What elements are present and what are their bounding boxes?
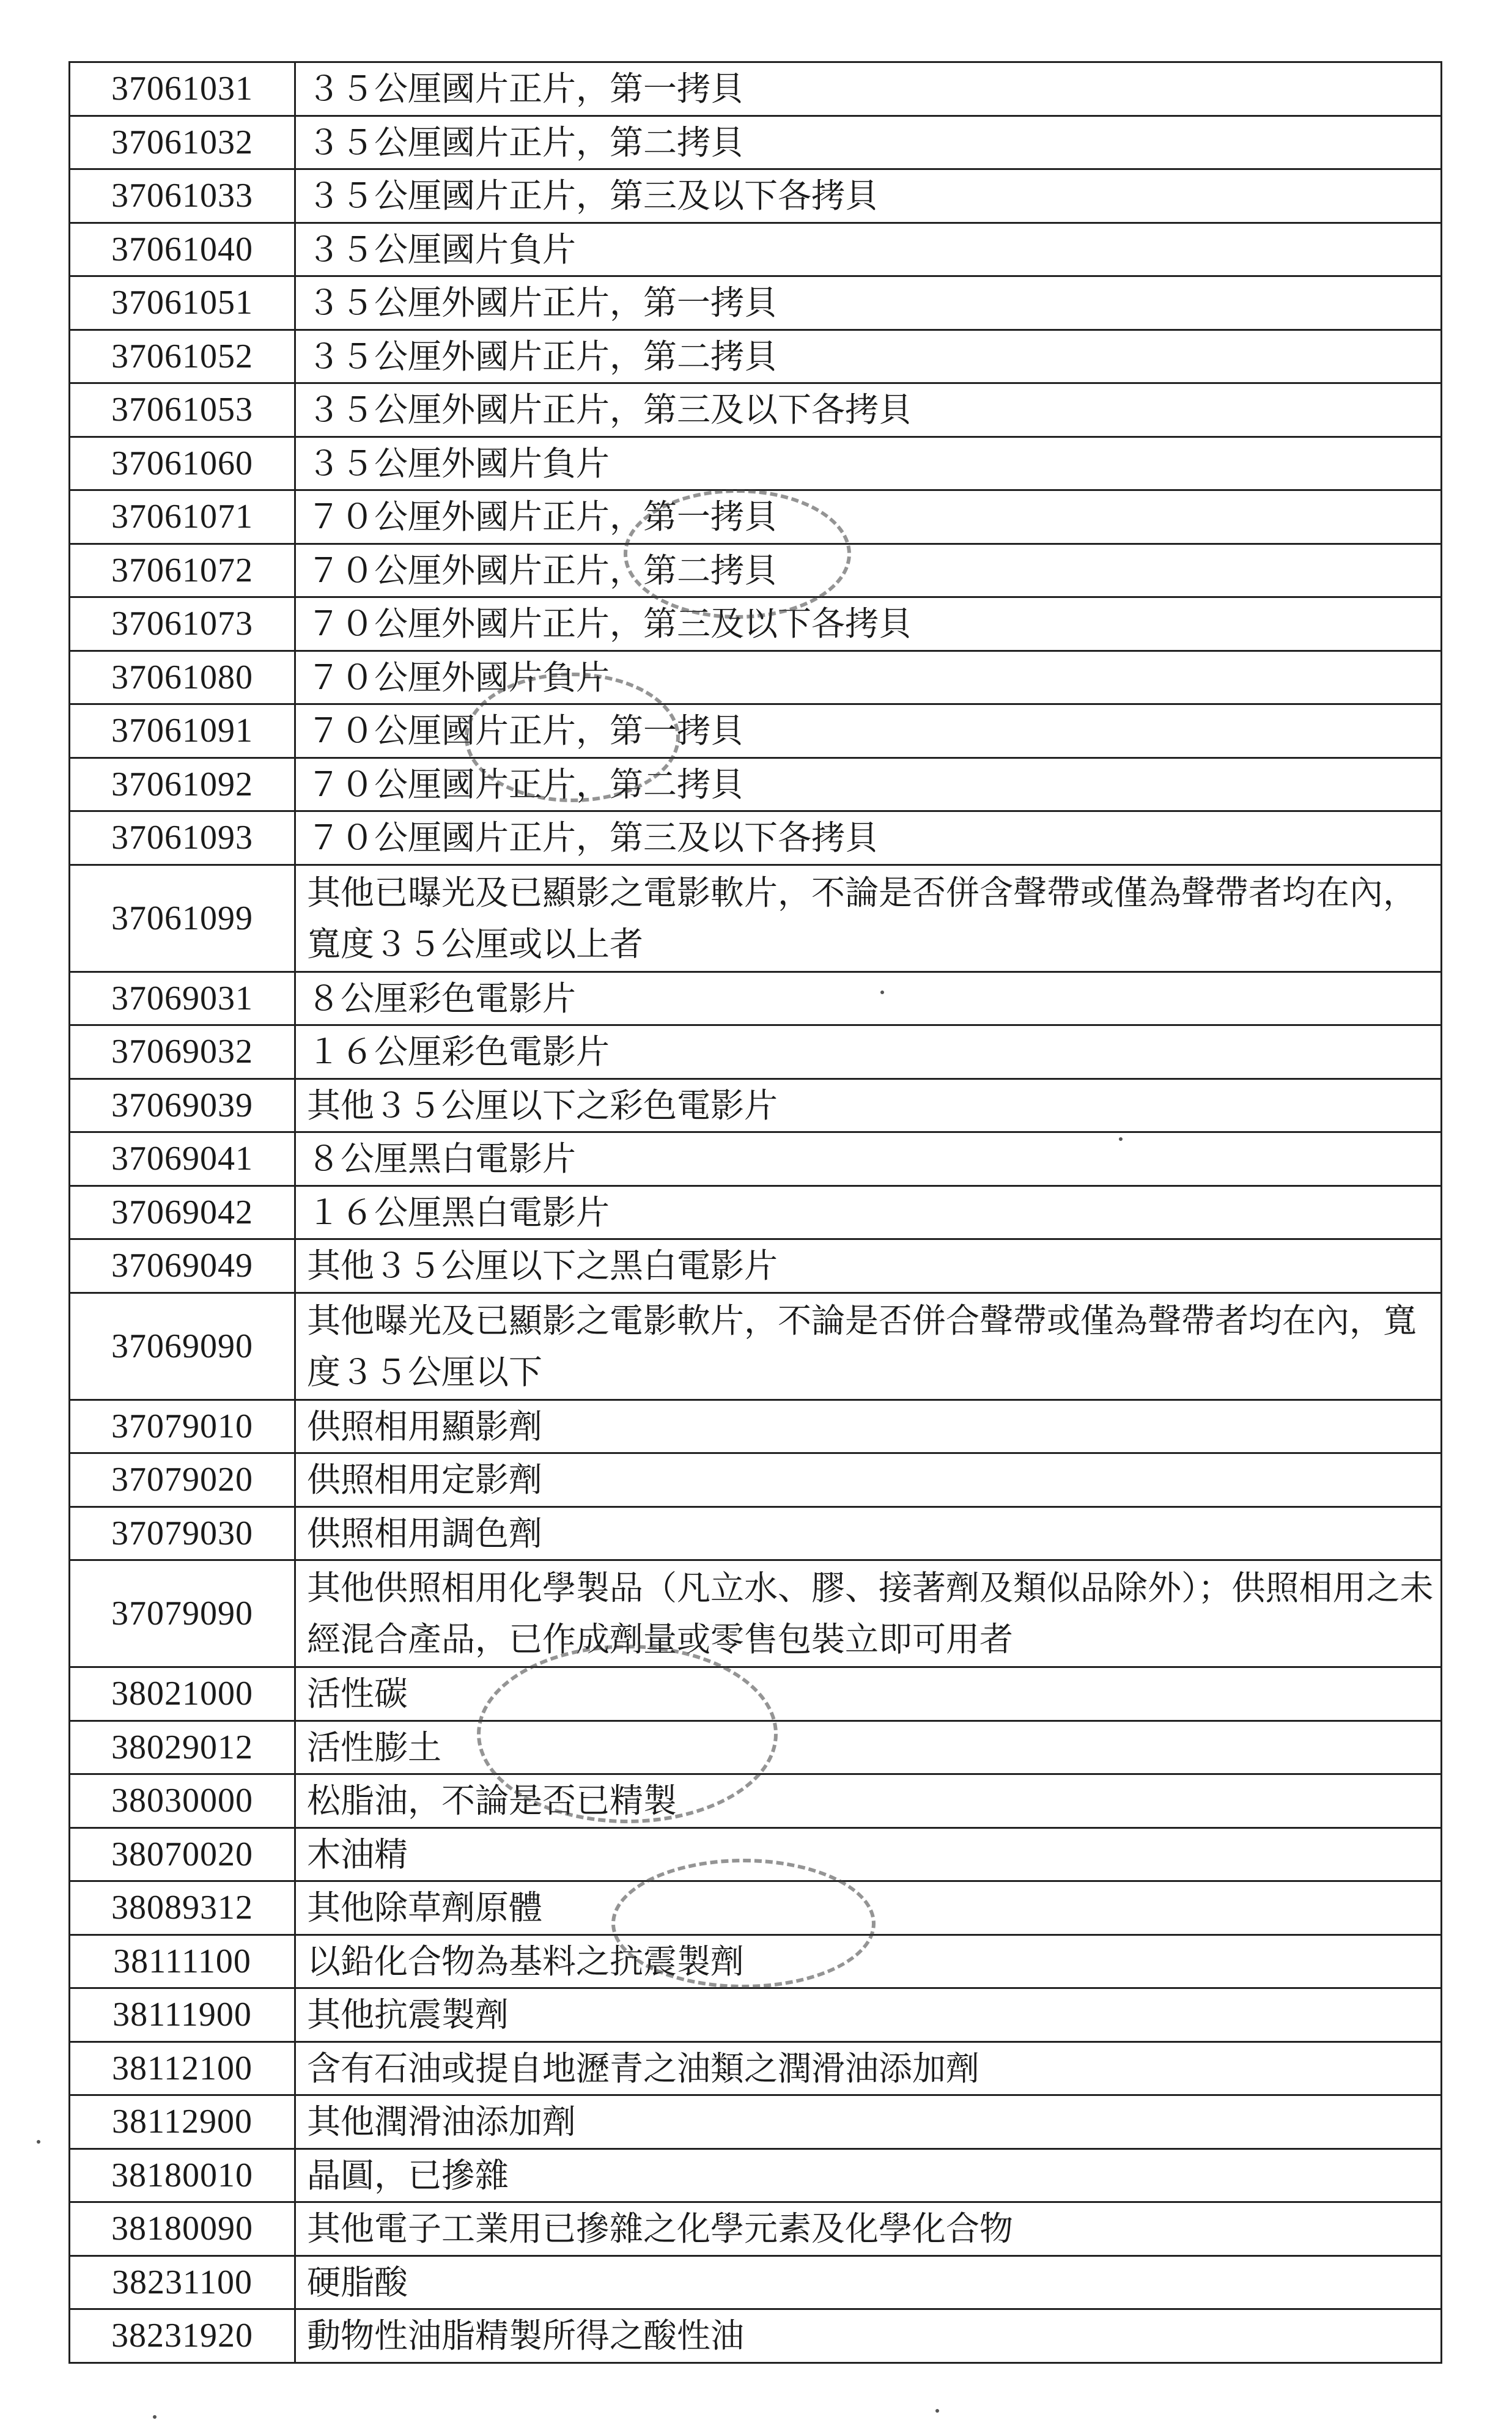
table-row xyxy=(70,1453,1442,1507)
tariff-code-cell: 38180010 xyxy=(70,2149,295,2202)
tariff-code-cell: 37061051 xyxy=(70,276,295,330)
table-row xyxy=(70,490,1442,544)
tariff-code-cell: 38021000 xyxy=(70,1667,295,1721)
tariff-code-cell: 38089312 xyxy=(70,1881,295,1935)
table-row xyxy=(70,116,1442,169)
tariff-code-cell: 37079020 xyxy=(70,1453,295,1507)
tariff-code-cell: 37061092 xyxy=(70,758,295,811)
table-row xyxy=(70,1560,1442,1667)
tariff-code-cell: 37061032 xyxy=(70,116,295,169)
description-cell: ３５公厘國片正片，第三及以下各拷貝 xyxy=(295,169,1442,223)
tariff-code-cell: 37069041 xyxy=(70,1132,295,1186)
table-row xyxy=(70,1667,1442,1721)
description-cell: 活性碳 xyxy=(295,1667,1442,1721)
description-cell: 其他電子工業用已摻雜之化學元素及化學化合物 xyxy=(295,2202,1442,2256)
table-row xyxy=(70,1400,1442,1453)
table-row xyxy=(70,811,1442,865)
tariff-code-cell: 37069042 xyxy=(70,1186,295,1239)
table-row xyxy=(70,169,1442,223)
table-row xyxy=(70,383,1442,437)
tariff-code-cell: 37061053 xyxy=(70,383,295,437)
table-row xyxy=(70,2309,1442,2363)
tariff-code-cell: 37079010 xyxy=(70,1400,295,1453)
table-row xyxy=(70,704,1442,758)
description-cell: 其他除草劑原體 xyxy=(295,1881,1442,1935)
table-row xyxy=(70,1881,1442,1935)
tariff-code-cell: 37061091 xyxy=(70,704,295,758)
description-cell: 硬脂酸 xyxy=(295,2256,1442,2309)
scan-speck xyxy=(1119,1137,1123,1141)
table-row xyxy=(70,437,1442,490)
tariff-table xyxy=(68,61,1442,2364)
description-cell: ７０公厘國片正片，第二拷貝 xyxy=(295,758,1442,811)
description-cell: 供照相用定影劑 xyxy=(295,1453,1442,1507)
description-cell: ３５公厘國片正片，第二拷貝 xyxy=(295,116,1442,169)
table-row xyxy=(70,62,1442,116)
tariff-table-wrapper xyxy=(68,61,1442,2364)
tariff-code-cell: 37061071 xyxy=(70,490,295,544)
description-cell: 供照相用調色劑 xyxy=(295,1507,1442,1560)
description-cell: 含有石油或提自地瀝青之油類之潤滑油添加劑 xyxy=(295,2042,1442,2095)
tariff-code-cell: 37079030 xyxy=(70,1507,295,1560)
description-cell: 晶圓，已摻雜 xyxy=(295,2149,1442,2202)
tariff-code-cell: 38030000 xyxy=(70,1774,295,1828)
table-row xyxy=(70,1828,1442,1881)
description-cell: ３５公厘外國片正片，第三及以下各拷貝 xyxy=(295,383,1442,437)
tariff-code-cell: 37079090 xyxy=(70,1560,295,1667)
description-cell: 其他已曝光及已顯影之電影軟片，不論是否併含聲帶或僅為聲帶者均在內，寬度３５公厘或以上者 xyxy=(295,865,1442,972)
tariff-code-cell: 38029012 xyxy=(70,1721,295,1774)
tariff-code-cell: 38111100 xyxy=(70,1935,295,1988)
table-row xyxy=(70,1988,1442,2042)
tariff-code-cell: 38070020 xyxy=(70,1828,295,1881)
tariff-code-cell: 37069039 xyxy=(70,1079,295,1132)
tariff-table-body xyxy=(70,62,1442,2363)
scan-speck xyxy=(37,2140,40,2144)
table-row xyxy=(70,1079,1442,1132)
description-cell: ３５公厘外國片負片 xyxy=(295,437,1442,490)
tariff-code-cell: 38112900 xyxy=(70,2095,295,2149)
tariff-code-cell: 37061033 xyxy=(70,169,295,223)
table-row xyxy=(70,1935,1442,1988)
description-cell: ７０公厘國片正片，第一拷貝 xyxy=(295,704,1442,758)
description-cell: 活性膨土 xyxy=(295,1721,1442,1774)
table-row xyxy=(70,1132,1442,1186)
table-row xyxy=(70,2202,1442,2256)
tariff-code-cell: 37069090 xyxy=(70,1293,295,1400)
tariff-code-cell: 37061093 xyxy=(70,811,295,865)
scan-speck xyxy=(880,990,884,994)
table-row xyxy=(70,1507,1442,1560)
description-cell: 動物性油脂精製所得之酸性油 xyxy=(295,2309,1442,2363)
description-cell: ７０公厘外國片正片，第二拷貝 xyxy=(295,544,1442,597)
tariff-code-cell: 37069031 xyxy=(70,972,295,1025)
tariff-code-cell: 37061031 xyxy=(70,62,295,116)
description-cell: ３５公厘國片正片，第一拷貝 xyxy=(295,62,1442,116)
tariff-code-cell: 37061060 xyxy=(70,437,295,490)
table-row xyxy=(70,597,1442,651)
description-cell: ７０公厘外國片負片 xyxy=(295,651,1442,704)
description-cell: 其他曝光及已顯影之電影軟片，不論是否併合聲帶或僅為聲帶者均在內，寬度３５公厘以下 xyxy=(295,1293,1442,1400)
table-row xyxy=(70,1025,1442,1079)
table-row xyxy=(70,2256,1442,2309)
description-cell: ３５公厘外國片正片，第二拷貝 xyxy=(295,330,1442,383)
table-row xyxy=(70,1186,1442,1239)
tariff-code-cell: 37069049 xyxy=(70,1239,295,1293)
table-row xyxy=(70,1239,1442,1293)
description-cell: ７０公厘外國片正片，第三及以下各拷貝 xyxy=(295,597,1442,651)
description-cell: ８公厘彩色電影片 xyxy=(295,972,1442,1025)
description-cell: 其他潤滑油添加劑 xyxy=(295,2095,1442,2149)
tariff-code-cell: 38180090 xyxy=(70,2202,295,2256)
table-row xyxy=(70,651,1442,704)
description-cell: ７０公厘國片正片，第三及以下各拷貝 xyxy=(295,811,1442,865)
table-row xyxy=(70,1721,1442,1774)
tariff-code-cell: 38231100 xyxy=(70,2256,295,2309)
description-cell: 其他抗震製劑 xyxy=(295,1988,1442,2042)
description-cell: ３５公厘外國片正片，第一拷貝 xyxy=(295,276,1442,330)
table-row xyxy=(70,972,1442,1025)
table-row xyxy=(70,2095,1442,2149)
tariff-code-cell: 37061052 xyxy=(70,330,295,383)
tariff-code-cell: 38112100 xyxy=(70,2042,295,2095)
description-cell: ７０公厘外國片正片，第一拷貝 xyxy=(295,490,1442,544)
table-row xyxy=(70,544,1442,597)
description-cell: 松脂油，不論是否已精製 xyxy=(295,1774,1442,1828)
description-cell: 其他供照相用化學製品（凡立水、膠、接著劑及類似品除外）；供照相用之未經混合產品，已作成劑量或零售包裝立即可用者 xyxy=(295,1560,1442,1667)
table-row xyxy=(70,276,1442,330)
tariff-code-cell: 37061080 xyxy=(70,651,295,704)
scan-speck xyxy=(935,2409,939,2413)
scan-speck xyxy=(153,2415,157,2419)
tariff-code-cell: 37061099 xyxy=(70,865,295,972)
tariff-code-cell: 38231920 xyxy=(70,2309,295,2363)
description-cell: １６公厘彩色電影片 xyxy=(295,1025,1442,1079)
description-cell: ８公厘黑白電影片 xyxy=(295,1132,1442,1186)
table-row xyxy=(70,758,1442,811)
table-row xyxy=(70,1293,1442,1400)
tariff-code-cell: 37061072 xyxy=(70,544,295,597)
description-cell: ３５公厘國片負片 xyxy=(295,223,1442,276)
description-cell: 其他３５公厘以下之黑白電影片 xyxy=(295,1239,1442,1293)
table-row xyxy=(70,223,1442,276)
description-cell: 以鉛化合物為基料之抗震製劑 xyxy=(295,1935,1442,1988)
tariff-code-cell: 37061040 xyxy=(70,223,295,276)
table-row xyxy=(70,2149,1442,2202)
description-cell: １６公厘黑白電影片 xyxy=(295,1186,1442,1239)
tariff-code-cell: 37061073 xyxy=(70,597,295,651)
description-cell: 其他３５公厘以下之彩色電影片 xyxy=(295,1079,1442,1132)
table-row xyxy=(70,1774,1442,1828)
table-row xyxy=(70,865,1442,972)
table-row xyxy=(70,330,1442,383)
tariff-code-cell: 37069032 xyxy=(70,1025,295,1079)
tariff-code-cell: 38111900 xyxy=(70,1988,295,2042)
description-cell: 木油精 xyxy=(295,1828,1442,1881)
table-row xyxy=(70,2042,1442,2095)
description-cell: 供照相用顯影劑 xyxy=(295,1400,1442,1453)
